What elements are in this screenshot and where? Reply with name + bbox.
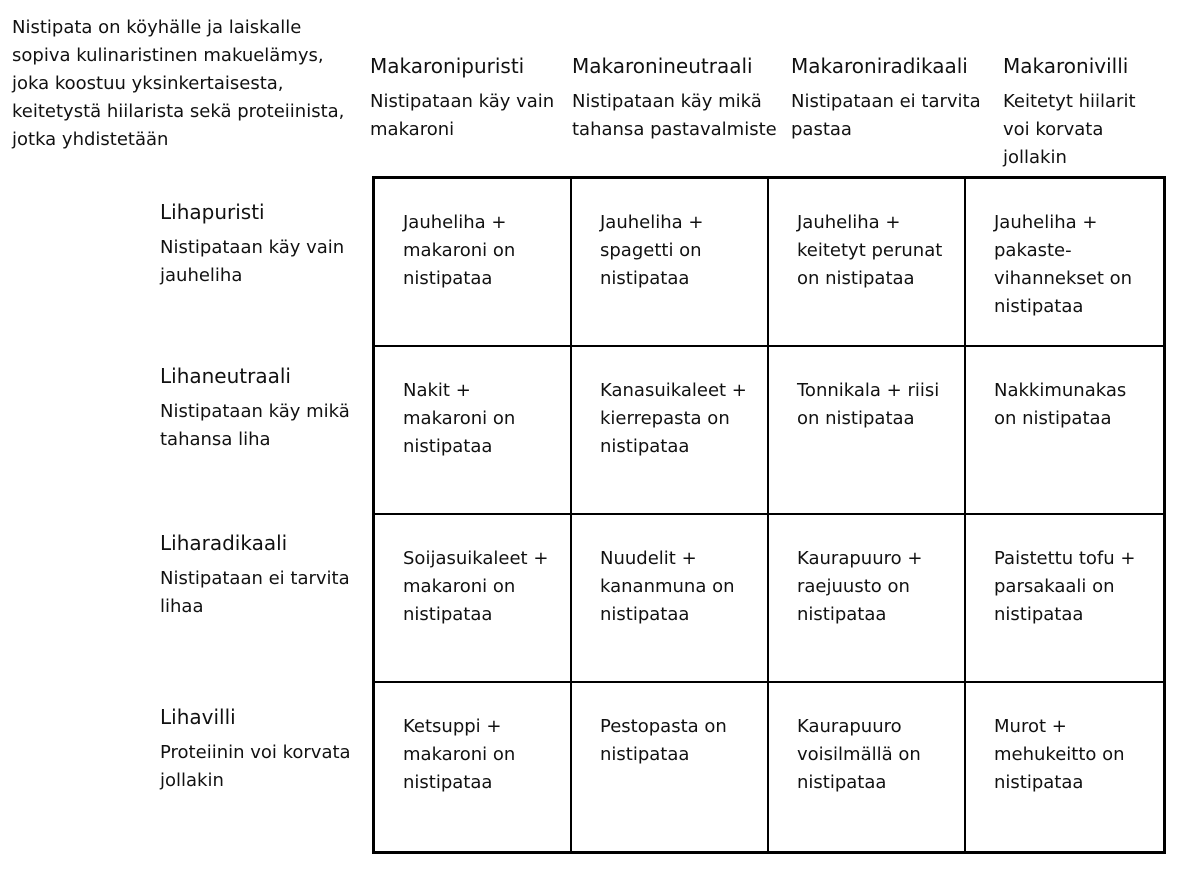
alignment-grid xyxy=(372,176,1166,854)
row-title: Lihavilli xyxy=(160,705,236,729)
row-description: Nistipataan käy mikä tahansa liha xyxy=(160,401,350,450)
column-title: Makaronipuristi xyxy=(370,54,525,78)
grid-cell: Kaurapuuro voisilmällä on nistipataa xyxy=(769,683,966,851)
column-description: Nistipataan käy vain makaroni xyxy=(370,91,555,140)
grid-cell: Pestopasta on nistipataa xyxy=(572,683,769,851)
grid-cell: Kaurapuuro + raejuusto on nistipataa xyxy=(769,515,966,683)
grid-cell: Nakkimunakas on nistipataa xyxy=(966,347,1163,515)
grid-cell: Jauheliha + makaroni on nistipataa xyxy=(375,179,572,347)
column-description: Nistipataan ei tarvita pastaa xyxy=(791,91,981,140)
grid-cell: Tonnikala + riisi on nistipataa xyxy=(769,347,966,515)
row-description: Nistipataan käy vain jauheliha xyxy=(160,237,345,286)
grid-cell: Nakit + makaroni on nistipataa xyxy=(375,347,572,515)
column-header-makaronineutraali xyxy=(572,52,782,144)
column-header-makaronivilli xyxy=(1003,52,1158,172)
row-header-lihavilli xyxy=(160,703,370,795)
grid-cell: Soijasuikaleet + makaroni on nistipataa xyxy=(375,515,572,683)
row-header-lihaneutraali xyxy=(160,362,370,454)
column-description: Keitetyt hiilarit voi korvata jollakin xyxy=(1003,91,1136,168)
grid-cell: Murot + mehukeitto on nistipataa xyxy=(994,716,1125,793)
grid-cell: Jauheliha + spagetti on nistipataa xyxy=(572,179,769,347)
row-title: Lihapuristi xyxy=(160,200,265,224)
column-description: Nistipataan käy mikä tahansa pastavalmiste xyxy=(572,91,777,140)
grid-cell: Jauheliha + keitetyt perunat on nistipataa xyxy=(769,179,966,347)
column-title: Makaronineutraali xyxy=(572,54,753,78)
row-title: Lihaneutraali xyxy=(160,364,291,388)
row-header-lihapuristi xyxy=(160,198,370,290)
column-header-makaronipuristi xyxy=(370,52,560,144)
row-description: Proteiinin voi korvata jollakin xyxy=(160,742,351,791)
row-description: Nistipataan ei tarvita lihaa xyxy=(160,568,350,617)
row-title: Liharadikaali xyxy=(160,531,288,555)
column-title: Makaronivilli xyxy=(1003,54,1129,78)
intro-text: Nistipata on köyhälle ja laiskalle sopiva kulinaristinen makuelämys, joka koostuu yksinkertaisesta, keitetystä hiilarista sekä proteiinista, jotka yhdistetään xyxy=(12,17,345,150)
grid-cell: Kanasuikaleet + kierrepasta on nistipataa xyxy=(572,347,769,515)
grid-cell: Paistettu tofu + parsakaali on nistipataa xyxy=(966,515,1163,683)
grid-cell: Ketsuppi + makaroni on nistipataa xyxy=(375,683,572,851)
column-title: Makaroniradikaali xyxy=(791,54,968,78)
grid-cell: Jauheliha + pakaste-vihannekset on nistipataa xyxy=(966,179,1163,347)
grid-cell: Nuudelit + kananmuna on nistipataa xyxy=(572,515,769,683)
column-header-makaroniradikaali xyxy=(791,52,991,144)
row-header-liharadikaali xyxy=(160,529,370,621)
